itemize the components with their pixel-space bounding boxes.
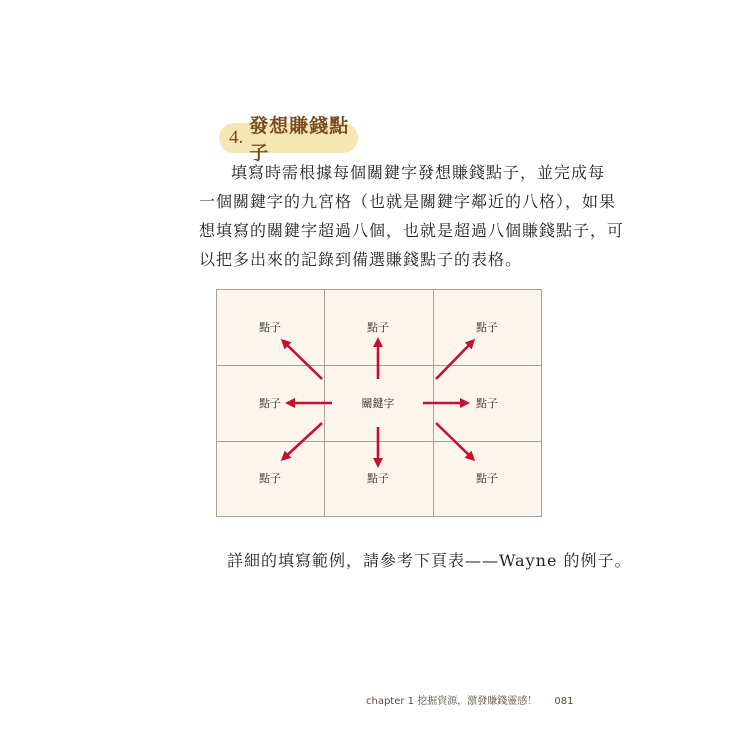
idea-label-left: 點子 bbox=[259, 397, 281, 410]
arrow-top-left bbox=[283, 341, 322, 379]
page-number: 081 bbox=[554, 696, 574, 707]
paragraph-line-3: 想填寫的關鍵字超過八個，也就是超過八個賺錢點子，可 bbox=[199, 221, 625, 240]
section-number: 4. bbox=[229, 127, 244, 148]
paragraph-line-2: 一個關鍵字的九宮格（也就是關鍵字鄰近的八格），如果 bbox=[199, 192, 617, 211]
page-footer bbox=[366, 692, 574, 707]
idea-label-bottom-left: 點子 bbox=[259, 472, 281, 485]
idea-label-bottom-right: 點子 bbox=[476, 472, 498, 485]
example-note: 詳細的填寫範例，請參考下頁表——Wayne 的例子。 bbox=[227, 551, 632, 570]
paragraph-line-1: 填寫時需根據每個關鍵字發想賺錢點子，並完成每 bbox=[231, 163, 606, 182]
section-title: 發想賺錢點子 bbox=[249, 115, 350, 164]
body-paragraph bbox=[199, 158, 625, 274]
keyword-label-center: 關鍵字 bbox=[361, 397, 395, 410]
footer-chapter: chapter 1 挖掘資源，激發賺錢靈感！ bbox=[366, 696, 538, 707]
idea-label-top-left: 點子 bbox=[259, 321, 281, 334]
nine-grid-diagram bbox=[216, 289, 542, 517]
idea-label-right: 點子 bbox=[476, 397, 498, 410]
idea-label-top: 點子 bbox=[367, 321, 389, 334]
paragraph-line-4: 以把多出來的記錄到備選賺錢點子的表格。 bbox=[199, 250, 523, 269]
idea-label-top-right: 點子 bbox=[476, 321, 498, 334]
idea-label-bottom: 點子 bbox=[367, 472, 389, 485]
arrow-top-right bbox=[436, 341, 473, 379]
section-heading bbox=[219, 115, 358, 164]
